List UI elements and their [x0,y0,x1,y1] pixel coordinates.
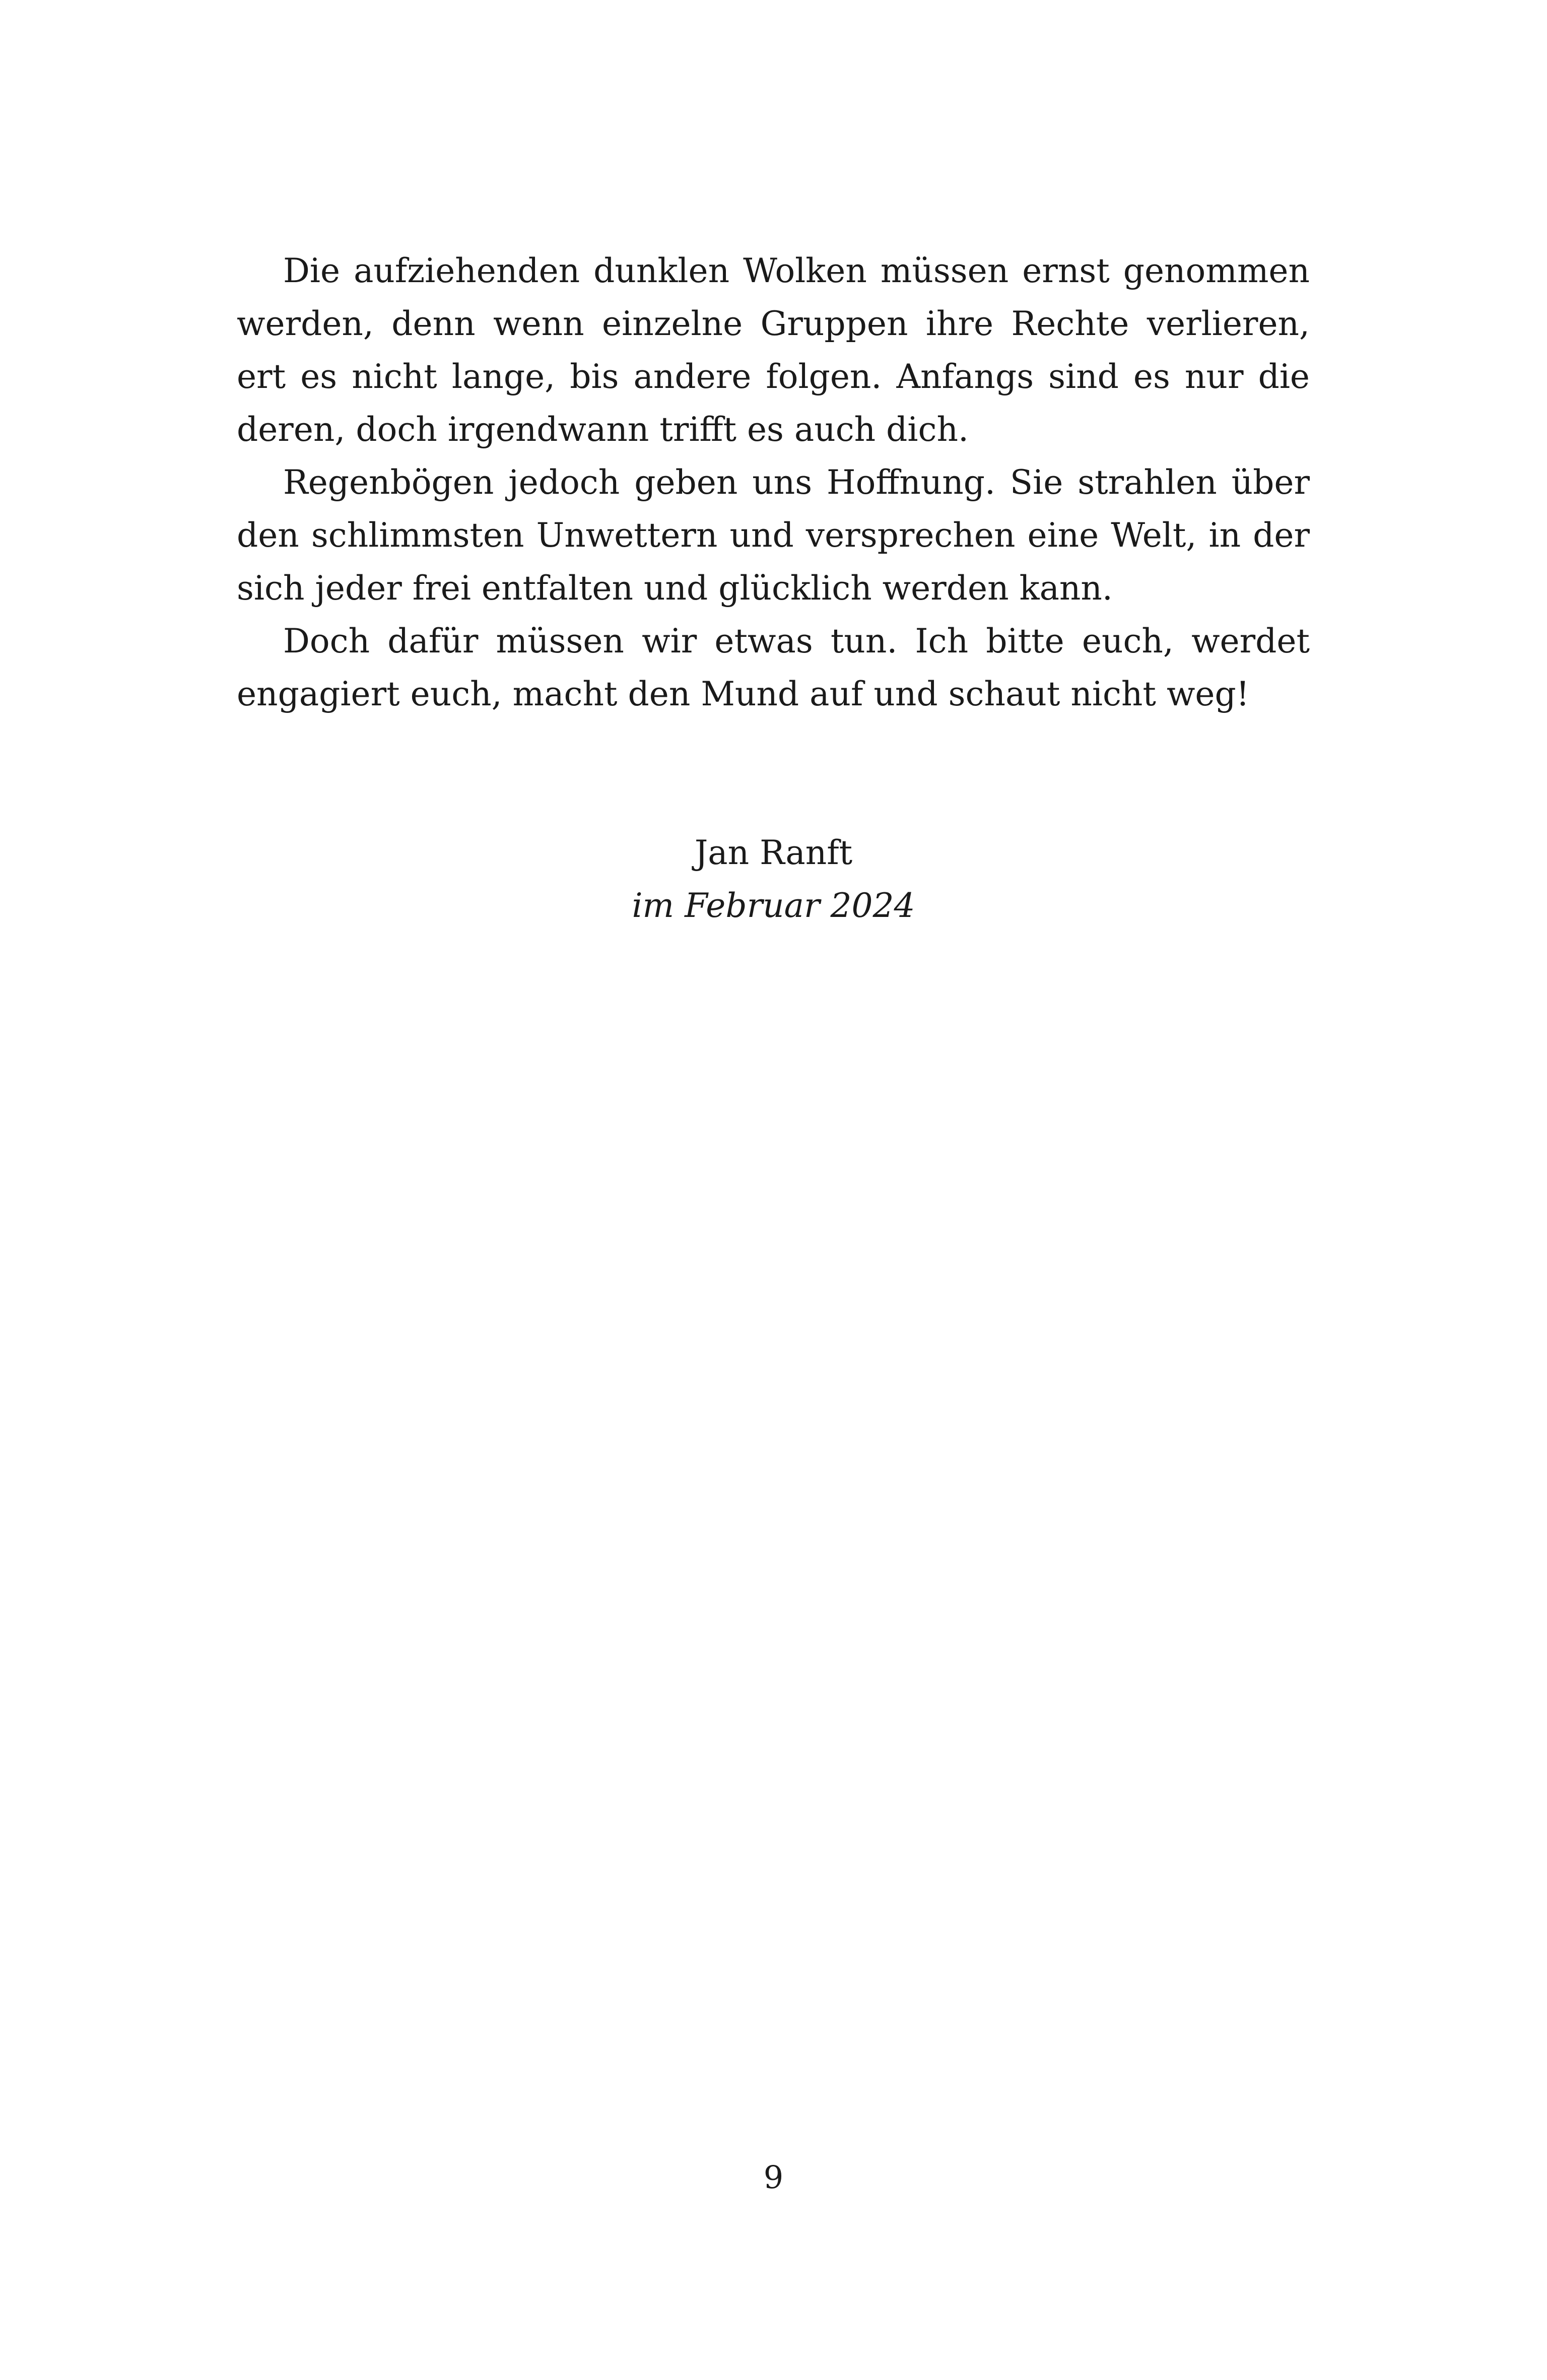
signature-date: im Februar 2024 [632,886,915,925]
paragraph-2-line-3: sich jeder frei entfalten und glücklich werden kann. [237,569,1113,608]
paragraph-3-line-2: engagiert euch, macht den Mund auf und schaut nicht weg! [237,675,1250,713]
paragraph-3-line-1: Doch dafür müssen wir etwas tun. Ich bitte euch, werdet [283,622,1310,660]
paragraph-1-line-1: Die aufziehenden dunklen Wolken müssen ernst genommen [283,251,1310,290]
paragraph-2-line-2: den schlimmsten Unwettern und versprechen eine Welt, in der [237,516,1310,555]
signature-name: Jan Ranft [694,833,853,872]
paragraph-2-line-1: Regenbögen jedoch geben uns Hoffnung. Sie strahlen über [283,463,1310,502]
body-text [237,244,1310,720]
paragraph-1-line-3: ert es nicht lange, bis andere folgen. Anfangs sind es nur die [237,357,1310,396]
page-number: 9 [763,2159,784,2196]
paragraph-1-line-2: werden, denn wenn einzelne Gruppen ihre Rechte verlieren, [237,304,1310,343]
paragraph-1-line-4: deren, doch irgendwann trifft es auch dich. [237,410,969,449]
